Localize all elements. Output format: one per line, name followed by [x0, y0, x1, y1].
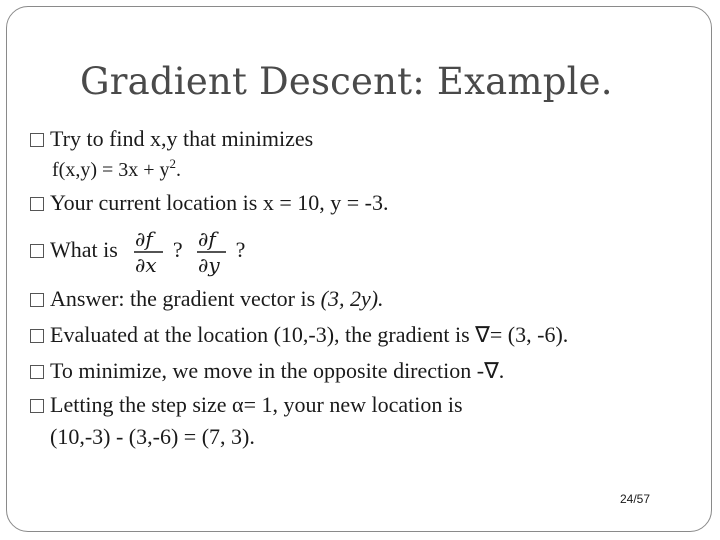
partial-f-partial-y-icon	[196, 226, 228, 278]
bullet-3-text: What is	[50, 237, 118, 263]
function-period: .	[176, 159, 182, 181]
slide-title: Gradient Descent: Example.	[80, 60, 613, 103]
bullet-7	[30, 392, 463, 418]
bullet-box-icon	[30, 133, 44, 147]
bullet-5-text: Evaluated at the location (10,-3), the gradient is ∇= (3, -6).	[50, 322, 569, 347]
svg-text:∂f: ∂f	[198, 227, 216, 251]
bullet-1-text: Try to find x,y that minimizes	[50, 126, 314, 151]
svg-text:∂x: ∂x	[135, 253, 157, 277]
question-2: ?	[235, 237, 246, 263]
bullet-7-continuation: (10,-3) - (3,-6) = (7, 3).	[50, 424, 255, 449]
page-number: 24/57	[620, 492, 651, 506]
bullet-7-text: Letting the step size α= 1, your new location is	[50, 392, 463, 417]
bullet-2	[30, 190, 389, 216]
bullet-1	[30, 126, 313, 152]
bullet-1-continuation	[52, 156, 181, 182]
question-1: ?	[172, 237, 183, 263]
bullet-5	[30, 322, 568, 348]
bullet-3	[30, 226, 245, 278]
bullet-6-text: To minimize, we move in the opposite direction -∇.	[50, 358, 505, 383]
svg-text:∂y: ∂y	[198, 253, 220, 277]
function-expression: f(x,y) = 3x + y	[52, 159, 170, 181]
bullet-box-icon	[30, 197, 44, 211]
bullet-box-icon	[30, 365, 44, 379]
bullet-box-icon	[30, 244, 44, 258]
svg-text:∂f: ∂f	[135, 227, 154, 251]
function-exponent: 2	[169, 156, 177, 171]
bullet-box-icon	[30, 329, 44, 343]
bullet-2-text: Your current location is x = 10, y = -3.	[50, 190, 389, 215]
bullet-4-text: Answer: the gradient vector is	[50, 286, 316, 311]
bullet-box-icon	[30, 293, 44, 307]
gradient-vector: (3, 2y).	[320, 286, 384, 311]
bullet-4	[30, 286, 384, 312]
bullet-6	[30, 358, 504, 384]
partial-f-partial-x-icon	[133, 226, 165, 278]
bullet-box-icon	[30, 399, 44, 413]
